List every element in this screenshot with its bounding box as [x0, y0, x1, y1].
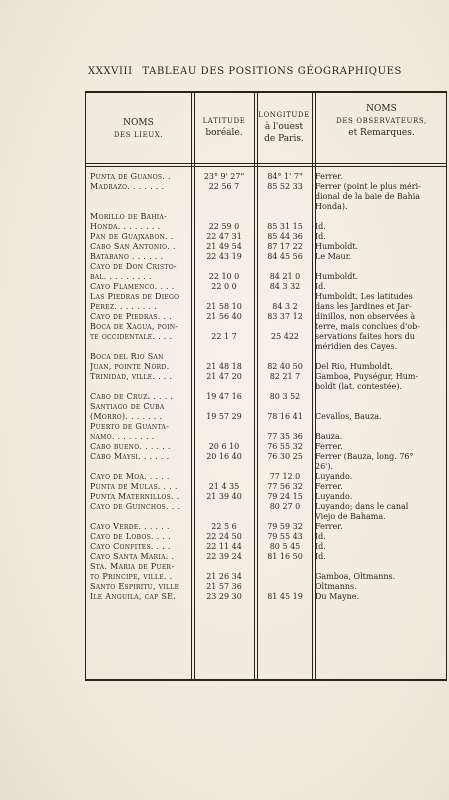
table-row: [86, 492, 448, 502]
table-row: [86, 572, 448, 582]
observer-remark: Id.: [315, 282, 326, 291]
table-row: [86, 402, 448, 412]
place-name: Trinidad, ville. . . .: [90, 372, 173, 381]
longitude-value: 82 21 7: [269, 372, 301, 381]
place-name: (Morro). . . . . . .: [90, 412, 163, 421]
table-row: [86, 272, 448, 282]
place-name: to Principe, ville. .: [90, 572, 173, 581]
table-row: [86, 552, 448, 562]
table-row: [86, 482, 448, 492]
header-noms: NOMS: [123, 118, 154, 128]
longitude-value: 78 16 41: [267, 412, 303, 421]
table-row: [86, 192, 448, 202]
place-name: Juan, pointe Nord.: [90, 362, 170, 371]
table-row: [86, 432, 448, 442]
observer-remark: Id.: [315, 532, 326, 541]
longitude-value: 84 21 0: [269, 272, 301, 281]
longitude-value: 85 52 33: [267, 182, 303, 191]
place-name: te occidentale. . . .: [90, 332, 173, 341]
place-name: Cayo Flamenco. . . .: [90, 282, 175, 291]
header-longitude: [256, 109, 312, 145]
longitude-value: 87 17 22: [267, 242, 303, 251]
table-row: [86, 562, 448, 572]
observer-remark: Gamboa, Oltmanns.: [315, 572, 396, 581]
table-row: [86, 292, 448, 302]
observer-remark: Del Rio, Humboldt.: [315, 362, 393, 371]
observer-remark: boldt (lat. contestée).: [315, 382, 402, 391]
positions-table: [85, 91, 447, 681]
place-name: Cayo de Don Cristo-: [90, 262, 177, 271]
observer-remark: Humboldt.: [315, 242, 359, 251]
latitude-value: 21 56 40: [206, 312, 242, 321]
longitude-value: 84 3 32: [269, 282, 301, 291]
latitude-value: 21 26 34: [206, 572, 242, 581]
longitude-value: 83 37 12: [267, 312, 303, 321]
table-row: [86, 262, 448, 272]
place-name: Cabo de Cruz. . . . .: [90, 392, 174, 401]
observer-remark: Viejo de Bahama.: [315, 512, 386, 521]
header-latitude: [194, 115, 254, 139]
table-row: [86, 532, 448, 542]
table-row: [86, 242, 448, 252]
observer-remark: Oltmanns.: [315, 582, 357, 591]
page-header-title: TABLEAU DES POSITIONS GÉOGRAPHIQUES: [142, 66, 402, 77]
place-name: Honda. . . . . . . .: [90, 222, 161, 231]
observer-remark: Humboldt.: [315, 272, 359, 281]
table-row: [86, 382, 448, 392]
observer-remark: Id.: [315, 222, 326, 231]
place-name: namo. . . . . . . .: [90, 432, 155, 441]
table-row: [86, 312, 448, 322]
running-head: [88, 66, 448, 77]
latitude-value: 22 56 7: [208, 182, 240, 191]
place-name: Cayo de Guinchos. . .: [90, 502, 181, 511]
longitude-value: 80 5 45: [269, 542, 301, 551]
longitude-value: 79 59 32: [267, 522, 303, 531]
observer-remark: Id.: [315, 542, 326, 551]
table-row: [86, 512, 448, 522]
latitude-value: 23 29 30: [206, 592, 242, 601]
table-row: [86, 302, 448, 312]
latitude-value: 22 24 50: [206, 532, 242, 541]
observer-remark: servations faites hors du: [315, 332, 415, 341]
table-row: [86, 592, 448, 602]
observer-remark: Id.: [315, 552, 326, 561]
observer-remark: Bauza.: [315, 432, 343, 441]
longitude-value: 81 45 19: [267, 592, 303, 601]
table-row: [86, 372, 448, 382]
latitude-value: 20 16 40: [206, 452, 242, 461]
observer-remark: terre, mais conclues d'ob-: [315, 322, 420, 331]
table-row: [86, 582, 448, 592]
longitude-value: 79 24 15: [267, 492, 303, 501]
longitude-value: 84 45 56: [267, 252, 303, 261]
header-des-lieux: DES LIEUX.: [113, 131, 164, 139]
place-name: Boca del Rio San: [90, 352, 164, 361]
observer-remark: 26').: [315, 462, 334, 471]
place-name: bal. . . . . . . . .: [90, 272, 152, 281]
latitude-value: 22 39 24: [206, 552, 242, 561]
place-name: Punta de Guanos. .: [90, 172, 171, 181]
longitude-value: 85 31 15: [267, 222, 303, 231]
table-row: [86, 422, 448, 432]
header-ouest: à l'ouest: [264, 122, 304, 132]
table-row: [86, 462, 448, 472]
observer-remark: Honda).: [315, 202, 348, 211]
header-longitude-label: LONGITUDE: [258, 111, 310, 119]
latitude-value: 22 10 0: [208, 272, 240, 281]
table-row: [86, 362, 448, 372]
observer-remark: Du Mayne.: [315, 592, 360, 601]
longitude-value: 82 40 50: [267, 362, 303, 371]
latitude-value: 19 57 29: [206, 412, 242, 421]
header-latitude-label: LATITUDE: [202, 117, 246, 125]
latitude-value: 21 39 40: [206, 492, 242, 501]
observer-remark: dinillos, non observées à: [315, 312, 416, 321]
header-observers: [315, 103, 448, 139]
place-name: Morillo de Bahia-: [90, 212, 168, 221]
observer-remark: Humboldt. Les latitudes: [315, 292, 413, 301]
table-row: [86, 252, 448, 262]
table-row: [86, 212, 448, 222]
longitude-value: 80 3 52: [269, 392, 301, 401]
place-name: Perez. . . . . . . .: [90, 302, 157, 311]
table-body: [86, 172, 448, 602]
header-remarques: et Remarques.: [348, 128, 415, 138]
table-row: [86, 542, 448, 552]
longitude-value: 85 44 36: [267, 232, 303, 241]
observer-remark: Ferrer (point le plus méri-: [315, 182, 421, 191]
latitude-value: 22 47 31: [206, 232, 242, 241]
latitude-value: 22 5 6: [211, 522, 237, 531]
place-name: Cayo Verde. . . . . .: [90, 522, 170, 531]
observer-remark: Id.: [315, 232, 326, 241]
place-name: Madrazo. . . . . . .: [90, 182, 165, 191]
longitude-value: 84° 1' 7": [267, 172, 303, 181]
table-row: [86, 202, 448, 212]
observer-remark: Gamboa, Puységur, Hum-: [315, 372, 419, 381]
place-name: Las Piedras de Diego: [90, 292, 180, 301]
observer-remark: Luyando.: [315, 492, 353, 501]
observer-remark: Le Maur.: [315, 252, 352, 261]
header-observateurs: DES OBSERVATEURS,: [336, 117, 427, 125]
table-row: [86, 352, 448, 362]
place-name: Ile Anguila, cap SE.: [90, 592, 177, 601]
latitude-value: 22 59 0: [208, 222, 240, 231]
latitude-value: 21 49 54: [206, 242, 242, 251]
latitude-value: 22 11 44: [206, 542, 242, 551]
latitude-value: 21 47 20: [206, 372, 242, 381]
observer-remark: Ferrer.: [315, 442, 343, 451]
place-name: Cayo Confites. . . .: [90, 542, 171, 551]
header-paris: de Paris.: [264, 134, 304, 144]
latitude-value: 20 6 10: [208, 442, 240, 451]
longitude-value: 77 12 0: [269, 472, 301, 481]
place-name: Batabano . . . . . .: [90, 252, 164, 261]
latitude-value: 22 43 19: [206, 252, 242, 261]
observer-remark: Ferrer.: [315, 172, 343, 181]
place-name: Puerto de Guanta-: [90, 422, 170, 431]
table-row: [86, 322, 448, 332]
header-boreale: boréale.: [205, 128, 243, 138]
longitude-value: 80 27 0: [269, 502, 301, 511]
observer-remark: dional de la baie de Bahia: [315, 192, 421, 201]
longitude-value: 77 56 32: [267, 482, 303, 491]
longitude-value: 76 55 32: [267, 442, 303, 451]
observer-remark: dans les Jardines et Jar-: [315, 302, 412, 311]
longitude-value: 81 16 50: [267, 552, 303, 561]
place-name: Cabo San Antonio. .: [90, 242, 176, 251]
table-row: [86, 452, 448, 462]
table-row: [86, 342, 448, 352]
place-name: Boca de Xagua, poin-: [90, 322, 179, 331]
table-row: [86, 222, 448, 232]
table-row: [86, 172, 448, 182]
observer-remark: Luyando.: [315, 472, 353, 481]
longitude-value: 76 30 25: [267, 452, 303, 461]
latitude-value: 21 48 18: [206, 362, 242, 371]
observer-remark: Ferrer.: [315, 482, 343, 491]
place-name: Sta. Maria de Puer-: [90, 562, 175, 571]
observer-remark: Luyando; dans le canal: [315, 502, 409, 511]
place-name: Cayo de Moa. . . . .: [90, 472, 170, 481]
place-name: Cabo bueno. . . . . .: [90, 442, 171, 451]
place-name: Punta Maternillos. .: [90, 492, 180, 501]
latitude-value: 21 4 35: [208, 482, 240, 491]
longitude-value: 79 55 43: [267, 532, 303, 541]
latitude-value: 19 47 16: [206, 392, 242, 401]
table-row: [86, 442, 448, 452]
header-noms-obs: NOMS: [366, 104, 397, 114]
page-number: XXXVIII: [88, 66, 133, 77]
latitude-value: 22 1 7: [211, 332, 237, 341]
header-rule: [86, 163, 446, 167]
place-name: Cabo Maysi. . . . . .: [90, 452, 170, 461]
latitude-value: 22 0 0: [211, 282, 237, 291]
longitude-value: 77 35 36: [267, 432, 303, 441]
latitude-value: 23° 9' 27": [203, 172, 245, 181]
place-name: Cayo de Piedras. . .: [90, 312, 172, 321]
header-place-names: [86, 117, 191, 141]
place-name: Cayo Santa Maria. .: [90, 552, 175, 561]
table-row: [86, 232, 448, 242]
place-name: Punta de Mulas. . . .: [90, 482, 178, 491]
table-row: [86, 392, 448, 402]
longitude-value: 84 3 2: [272, 302, 298, 311]
observer-remark: Ferrer.: [315, 522, 343, 531]
table-row: [86, 182, 448, 192]
table-row: [86, 332, 448, 342]
latitude-value: 21 57 36: [206, 582, 242, 591]
table-row: [86, 502, 448, 512]
table-row: [86, 412, 448, 422]
place-name: Santo Espiritu, ville: [90, 582, 180, 591]
observer-remark: méridien des Cayes.: [315, 342, 398, 351]
table-row: [86, 472, 448, 482]
latitude-value: 21 58 10: [206, 302, 242, 311]
place-name: Santiago de Cuba: [90, 402, 165, 411]
observer-remark: Ferrer (Bauza, long. 76°: [315, 452, 414, 461]
table-row: [86, 522, 448, 532]
place-name: Pan de Guajxabon. .: [90, 232, 174, 241]
place-name: Cayo de Lobos. . . .: [90, 532, 171, 541]
observer-remark: Cevallos, Bauza.: [315, 412, 382, 421]
longitude-value: 25 422: [271, 332, 299, 341]
table-row: [86, 282, 448, 292]
